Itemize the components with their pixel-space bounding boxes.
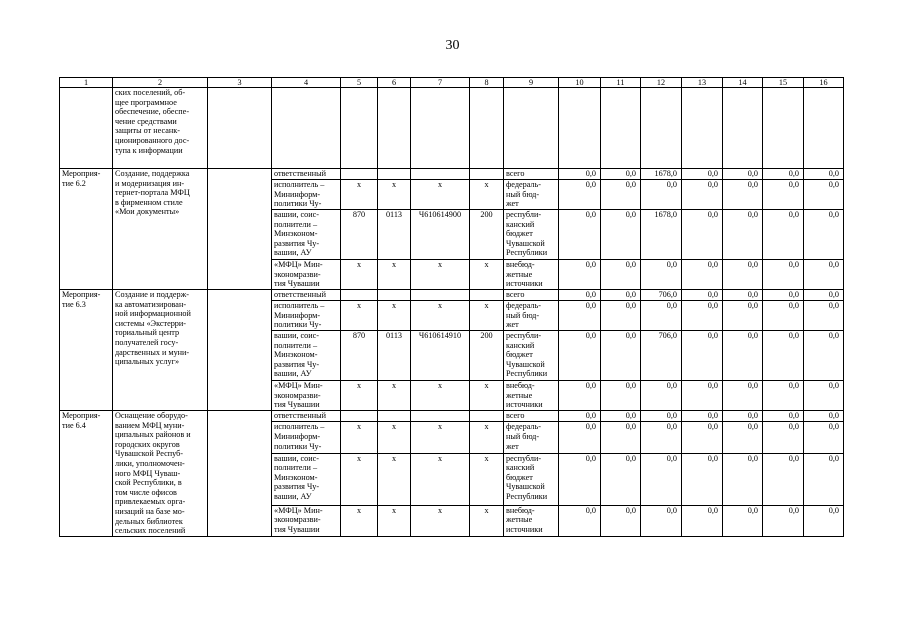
amount-value: 0,0	[804, 290, 844, 301]
column-number: 6	[378, 78, 411, 88]
code-col5: 870	[341, 331, 378, 381]
code-col5	[341, 169, 378, 180]
amount-value: 0,0	[804, 422, 844, 453]
code-col8: 200	[470, 210, 504, 260]
code-col8: x	[470, 301, 504, 331]
amount-value: 706,0	[641, 331, 682, 381]
measure-name: Оснащение оборудо- ванием МФЦ муни- ципальных районов и городских округов Чувашской Респуб- лики, уполномочен- ного МФЦ Чуваш- ской Республики, в том числе офисов привлекаемых орга- низаций на базе мо- дельных библиотек сельских поселений	[113, 411, 208, 537]
amount-value: 0,0	[682, 422, 723, 453]
code-col6	[378, 411, 411, 422]
column-number: 14	[723, 78, 763, 88]
amount-value: 1678,0	[641, 169, 682, 180]
code-col8: x	[470, 180, 504, 210]
amount-value: 0,0	[559, 505, 601, 536]
empty-cell	[60, 88, 113, 169]
amount-value: 0,0	[641, 422, 682, 453]
code-col6: x	[378, 453, 411, 505]
amount-value: 0,0	[763, 290, 804, 301]
column-number: 1	[60, 78, 113, 88]
column-number: 5	[341, 78, 378, 88]
amount-value: 0,0	[804, 301, 844, 331]
code-col5: x	[341, 260, 378, 290]
column-number: 4	[272, 78, 341, 88]
amount-value: 0,0	[723, 331, 763, 381]
amount-value: 0,0	[601, 169, 641, 180]
code-col6: x	[378, 505, 411, 536]
amount-value: 0,0	[641, 180, 682, 210]
amount-value: 0,0	[804, 169, 844, 180]
amount-value: 0,0	[601, 505, 641, 536]
responsible-executor: вашии, соис- полнители – Минэконом- развития Чу- вашии, АУ	[272, 453, 341, 505]
responsible-executor: исполнитель – Мининформ- политики Чу-	[272, 301, 341, 331]
column-number: 3	[208, 78, 272, 88]
amount-value: 0,0	[559, 290, 601, 301]
header-row	[60, 78, 844, 88]
empty-cell	[208, 88, 272, 169]
amount-value: 0,0	[682, 331, 723, 381]
empty-cell	[272, 88, 341, 169]
amount-value: 0,0	[723, 453, 763, 505]
amount-value: 0,0	[601, 180, 641, 210]
amount-value: 0,0	[641, 411, 682, 422]
column-number: 2	[113, 78, 208, 88]
empty-cell	[804, 88, 844, 169]
empty-cell	[208, 169, 272, 290]
amount-value: 0,0	[559, 169, 601, 180]
empty-cell	[601, 88, 641, 169]
amount-value: 0,0	[641, 381, 682, 411]
amount-value: 0,0	[763, 260, 804, 290]
code-col5: x	[341, 422, 378, 453]
funding-source: республи- канский бюджет Чувашской Республики	[504, 331, 559, 381]
code-col7: Ч610614910	[411, 331, 470, 381]
empty-cell	[208, 290, 272, 411]
amount-value: 0,0	[682, 169, 723, 180]
code-col7: x	[411, 453, 470, 505]
amount-value: 0,0	[723, 290, 763, 301]
amount-value: 0,0	[559, 411, 601, 422]
funding-source: всего	[504, 411, 559, 422]
column-number: 15	[763, 78, 804, 88]
amount-value: 0,0	[601, 210, 641, 260]
empty-cell	[470, 88, 504, 169]
amount-value: 0,0	[601, 331, 641, 381]
code-col7	[411, 169, 470, 180]
code-col7	[411, 290, 470, 301]
code-col5	[341, 290, 378, 301]
table-row	[60, 169, 844, 180]
code-col7: x	[411, 505, 470, 536]
column-number: 16	[804, 78, 844, 88]
empty-cell	[559, 88, 601, 169]
code-col6: 0113	[378, 331, 411, 381]
amount-value: 0,0	[804, 260, 844, 290]
amount-value: 0,0	[682, 381, 723, 411]
code-col5: x	[341, 453, 378, 505]
amount-value: 706,0	[641, 290, 682, 301]
amount-value: 0,0	[804, 381, 844, 411]
funding-source: внебюд- жетные источники	[504, 260, 559, 290]
amount-value: 0,0	[804, 505, 844, 536]
empty-cell	[341, 88, 378, 169]
amount-value: 0,0	[763, 301, 804, 331]
code-col6: x	[378, 260, 411, 290]
column-number: 11	[601, 78, 641, 88]
empty-cell	[641, 88, 682, 169]
empty-cell	[763, 88, 804, 169]
amount-value: 0,0	[601, 453, 641, 505]
amount-value: 0,0	[682, 260, 723, 290]
amount-value: 0,0	[723, 260, 763, 290]
amount-value: 0,0	[723, 180, 763, 210]
amount-value: 0,0	[763, 381, 804, 411]
amount-value: 0,0	[804, 453, 844, 505]
column-number: 10	[559, 78, 601, 88]
code-col7	[411, 411, 470, 422]
code-col5: x	[341, 180, 378, 210]
amount-value: 0,0	[559, 453, 601, 505]
code-col8: 200	[470, 331, 504, 381]
empty-cell	[411, 88, 470, 169]
amount-value: 0,0	[763, 411, 804, 422]
empty-cell	[723, 88, 763, 169]
column-number: 8	[470, 78, 504, 88]
amount-value: 0,0	[559, 210, 601, 260]
responsible-executor: вашии, соис- полнители – Минэконом- развития Чу- вашии, АУ	[272, 331, 341, 381]
amount-value: 1678,0	[641, 210, 682, 260]
amount-value: 0,0	[723, 169, 763, 180]
code-col7: x	[411, 301, 470, 331]
measure-code: Мероприя- тие 6.2	[60, 169, 113, 290]
code-col5	[341, 411, 378, 422]
amount-value: 0,0	[559, 301, 601, 331]
funding-source: внебюд- жетные источники	[504, 505, 559, 536]
code-col7: x	[411, 260, 470, 290]
amount-value: 0,0	[682, 180, 723, 210]
amount-value: 0,0	[601, 411, 641, 422]
code-col8: x	[470, 422, 504, 453]
code-col7: x	[411, 180, 470, 210]
table-row	[60, 411, 844, 422]
measure-name: Создание, поддержка и модернизация ин- тернет-портала МФЦ в фирменном стиле «Мои документы»	[113, 169, 208, 290]
code-col6: x	[378, 180, 411, 210]
code-col8: x	[470, 260, 504, 290]
funding-source: республи- канский бюджет Чувашской Республики	[504, 210, 559, 260]
amount-value: 0,0	[763, 422, 804, 453]
responsible-executor: исполнитель – Мининформ- политики Чу-	[272, 180, 341, 210]
amount-value: 0,0	[682, 453, 723, 505]
funding-source: внебюд- жетные источники	[504, 381, 559, 411]
code-col6	[378, 290, 411, 301]
amount-value: 0,0	[601, 381, 641, 411]
amount-value: 0,0	[763, 505, 804, 536]
continuation-row	[60, 88, 844, 169]
amount-value: 0,0	[723, 422, 763, 453]
empty-cell	[208, 411, 272, 537]
responsible-executor: ответственный	[272, 290, 341, 301]
code-col6: 0113	[378, 210, 411, 260]
responsible-executor: «МФЦ» Мин- экономразви- тия Чувашии	[272, 381, 341, 411]
code-col8: x	[470, 381, 504, 411]
amount-value: 0,0	[641, 260, 682, 290]
code-col6: x	[378, 381, 411, 411]
code-col5: x	[341, 505, 378, 536]
amount-value: 0,0	[682, 210, 723, 260]
code-col8	[470, 169, 504, 180]
code-col6	[378, 169, 411, 180]
amount-value: 0,0	[641, 453, 682, 505]
amount-value: 0,0	[763, 169, 804, 180]
amount-value: 0,0	[682, 505, 723, 536]
amount-value: 0,0	[804, 180, 844, 210]
code-col5: x	[341, 381, 378, 411]
responsible-executor: «МФЦ» Мин- экономразви- тия Чувашии	[272, 505, 341, 536]
column-number: 13	[682, 78, 723, 88]
amount-value: 0,0	[804, 411, 844, 422]
funding-source: всего	[504, 290, 559, 301]
column-number: 7	[411, 78, 470, 88]
responsible-executor: «МФЦ» Мин- экономразви- тия Чувашии	[272, 260, 341, 290]
amount-value: 0,0	[682, 290, 723, 301]
amount-value: 0,0	[763, 453, 804, 505]
code-col8: x	[470, 505, 504, 536]
code-col8	[470, 290, 504, 301]
amount-value: 0,0	[723, 301, 763, 331]
amount-value: 0,0	[682, 301, 723, 331]
amount-value: 0,0	[641, 505, 682, 536]
amount-value: 0,0	[804, 210, 844, 260]
amount-value: 0,0	[682, 411, 723, 422]
code-col7: Ч610614900	[411, 210, 470, 260]
code-col5: 870	[341, 210, 378, 260]
continuation-text: ских поселений, об- щее программное обеспечение, обеспе- чение средствами защиты от несанк- ционированного дос- тупа к информации	[113, 88, 208, 169]
funding-source: всего	[504, 169, 559, 180]
empty-cell	[504, 88, 559, 169]
amount-value: 0,0	[723, 411, 763, 422]
budget-table	[59, 77, 844, 537]
amount-value: 0,0	[601, 260, 641, 290]
amount-value: 0,0	[559, 180, 601, 210]
table-row	[60, 290, 844, 301]
amount-value: 0,0	[723, 505, 763, 536]
funding-source: федераль- ный бюд- жет	[504, 422, 559, 453]
amount-value: 0,0	[559, 331, 601, 381]
code-col6: x	[378, 301, 411, 331]
measure-code: Мероприя- тие 6.4	[60, 411, 113, 537]
amount-value: 0,0	[601, 422, 641, 453]
amount-value: 0,0	[559, 422, 601, 453]
amount-value: 0,0	[601, 301, 641, 331]
amount-value: 0,0	[641, 301, 682, 331]
amount-value: 0,0	[723, 381, 763, 411]
column-number: 9	[504, 78, 559, 88]
amount-value: 0,0	[763, 180, 804, 210]
column-number: 12	[641, 78, 682, 88]
code-col5: x	[341, 301, 378, 331]
code-col8	[470, 411, 504, 422]
code-col7: x	[411, 381, 470, 411]
responsible-executor: ответственный	[272, 169, 341, 180]
measure-name: Создание и поддерж- ка автоматизирован- ной информационной системы «Экстерри- ториальный центр получателей госу- дарственных и муни- ципальных услуг»	[113, 290, 208, 411]
responsible-executor: ответственный	[272, 411, 341, 422]
funding-source: федераль- ный бюд- жет	[504, 301, 559, 331]
funding-source: федераль- ный бюд- жет	[504, 180, 559, 210]
amount-value: 0,0	[601, 290, 641, 301]
code-col7: x	[411, 422, 470, 453]
funding-source: республи- канский бюджет Чувашской Республики	[504, 453, 559, 505]
responsible-executor: исполнитель – Мининформ- политики Чу-	[272, 422, 341, 453]
empty-cell	[682, 88, 723, 169]
amount-value: 0,0	[804, 331, 844, 381]
amount-value: 0,0	[763, 331, 804, 381]
empty-cell	[378, 88, 411, 169]
amount-value: 0,0	[763, 210, 804, 260]
amount-value: 0,0	[559, 381, 601, 411]
page-number: 30	[445, 38, 460, 53]
code-col8: x	[470, 453, 504, 505]
amount-value: 0,0	[559, 260, 601, 290]
amount-value: 0,0	[723, 210, 763, 260]
code-col6: x	[378, 422, 411, 453]
measure-code: Мероприя- тие 6.3	[60, 290, 113, 411]
responsible-executor: вашии, соис- полнители – Минэконом- развития Чу- вашии, АУ	[272, 210, 341, 260]
